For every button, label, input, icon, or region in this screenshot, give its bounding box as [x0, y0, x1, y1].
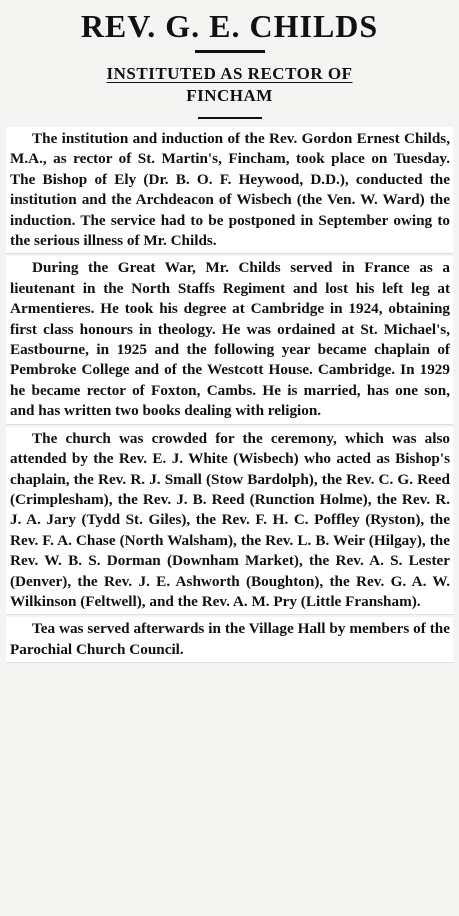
headline-rule [195, 50, 265, 53]
paragraph-biography: During the Great War, Mr. Childs served in France as a lieutenant in the North Staffs Regiment and lost his left leg at Armentieres. He took his degree at Cambridge in 1924, obtaining first class honours in theology. He was ordained at St. Michael's, Eastbourne, in 1925 and the following year became chaplain of Pembroke College and of the Westcott House. Cambridge. In 1929 he became rector of Foxton, Cambs. He is married, has one son, and has written two books dealing with religion. [6, 256, 453, 424]
paragraph-tea: Tea was served afterwards in the Village Hall by members of the Parochial Church Council. [6, 617, 453, 663]
headline: REV. G. E. CHILDS [80, 8, 379, 44]
paragraph-attendees: The church was crowded for the ceremony, which was also attended by the Rev. E. J. White (Wisbech) who acted as Bishop's chaplain, the Rev. R. J. Small (Stow Bardolph), the Rev. C. G. Reed (Crimplesham), the Rev. J. B. Reed (Runction Holme), the Rev. R. J. A. Jary (Tydd St. Giles), the Rev. F. H. C. Poffley (Ryston), the Rev. F. A. Chase (North Walsham), the Rev. L. B. Weir (Hilgay), the Rev. W. B. S. Dorman (Downham Market), the Rev. A. S. Lester (Denver), the Rev. J. E. Ashworth (Boughton), the Rev. G. A. W. Wilkinson (Feltwell), and the Rev. A. M. Pry (Little Fransham). [6, 427, 453, 616]
subheadline-line-2: FINCHAM [186, 86, 273, 105]
paragraph-institution: The institution and induction of the Rev. Gordon Ernest Childs, M.A., as rector of St. Martin's, Fincham, took place on Tuesday. The Bishop of Ely (Dr. B. O. F. Heywood, D.D.), conducted the institution and the Archdeacon of Wisbech (the Ven. W. Ward) the induction. The service had to be postponed in September owing to the serious illness of Mr. Childs. [6, 127, 453, 254]
subheadline-line-1: INSTITUTED AS RECTOR OF [106, 64, 353, 83]
subheadline [6, 63, 453, 107]
subheadline-rule [198, 117, 262, 119]
